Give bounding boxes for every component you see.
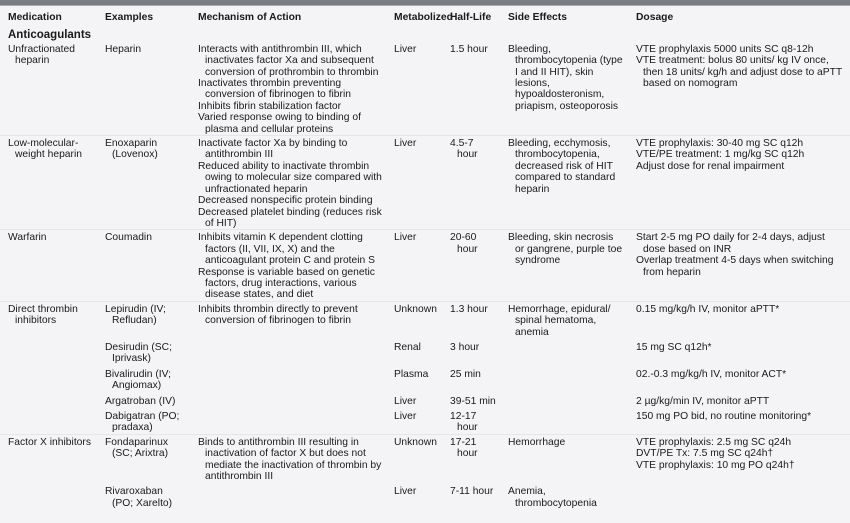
dosage-cell	[628, 365, 850, 392]
metabolized-cell-text: Liver	[394, 138, 417, 150]
side-effects-cell-text: Bleeding, ecchymosis, thrombocytopenia, decreased risk of HIT compared to standard heparin	[508, 138, 616, 195]
medication-cell	[0, 407, 97, 434]
medication-cell	[0, 136, 97, 230]
metabolized-cell-text: Plasma	[394, 368, 429, 380]
metabolized-cell-text: Renal	[394, 341, 421, 353]
example-cell-text: Dabigatran (PO; pradaxa)	[105, 411, 180, 434]
dosage-cell-line: 2 µg/kg/min IV, monitor aPTT	[636, 395, 770, 407]
side-effects-cell	[500, 392, 628, 407]
dosage-cell-line: 02.-0.3 mg/kg/h IV, monitor ACT*	[636, 368, 787, 380]
mechanism-cell	[190, 392, 386, 407]
dosage-cell-line: VTE prophylaxis: 2.5 mg SC q24h	[636, 436, 792, 448]
side-effects-cell	[500, 365, 628, 392]
medication-cell-text: Low-molecular-weight heparin	[8, 138, 82, 161]
mechanism-cell-line: Decreased platelet binding (reduces risk of HIT)	[198, 206, 382, 229]
metabolized-cell	[386, 407, 442, 434]
side-effects-cell	[500, 136, 628, 230]
example-cell	[97, 136, 190, 230]
example-cell-text: Lepirudin (IV; Refludan)	[105, 303, 166, 327]
dosage-cell-line: Adjust dose for renal impairment	[636, 160, 785, 172]
metabolized-cell	[386, 482, 442, 509]
half-life-cell-text: 1.3 hour	[450, 303, 488, 315]
example-cell	[97, 407, 190, 434]
header-half-life: Half-Life	[450, 12, 492, 23]
medication-cell	[0, 392, 97, 407]
section-row	[0, 27, 850, 43]
mechanism-cell-line: Inhibits fibrin stabilization factor	[198, 100, 342, 112]
half-life-cell	[442, 44, 500, 136]
table-row	[0, 44, 850, 136]
half-life-cell-text: 12-17 hour	[450, 411, 478, 434]
metabolized-cell	[386, 434, 442, 482]
table-row	[0, 230, 850, 301]
medication-cell	[0, 482, 97, 509]
half-life-cell	[442, 136, 500, 230]
half-life-cell-text: 17-21 hour	[450, 436, 478, 460]
mechanism-cell-line: Interacts with antithrombin III, which inactivates factor Xa and subsequent conversion of prothrombin to thrombin	[198, 43, 379, 78]
table-row	[0, 482, 850, 509]
dosage-cell	[628, 230, 850, 301]
example-cell	[97, 365, 190, 392]
mechanism-cell-line: Inhibits vitamin K dependent clotting factors (II, VII, IX, X) and the anticoagulant protein C and protein S	[198, 232, 376, 267]
medication-cell-text: Factor X inhibitors	[8, 436, 91, 448]
example-cell-text: Heparin	[105, 43, 142, 55]
section-title: Anticoagulants	[8, 29, 92, 42]
header-side-effects: Side Effects	[508, 12, 567, 23]
header-mechanism: Mechanism of Action	[198, 12, 302, 23]
medication-cell-text: Direct thrombin inhibitors	[8, 303, 78, 327]
half-life-cell	[442, 365, 500, 392]
mechanism-cell-line: Inactivate factor Xa by binding to antithrombin III	[198, 138, 348, 161]
dosage-cell	[628, 407, 850, 434]
half-life-cell-text: 4.5-7 hour	[450, 138, 478, 161]
medication-cell	[0, 44, 97, 136]
table-row	[0, 392, 850, 407]
mechanism-cell-line: Decreased nonspecific protein binding	[198, 195, 373, 207]
dosage-cell-line: VTE treatment: bolus 80 units/ kg IV once, then 18 units/ kg/h and adjust dose to aPTT based on nomogram	[636, 55, 843, 90]
metabolized-cell-text: Unknown	[394, 303, 437, 315]
dosage-cell	[628, 44, 850, 136]
side-effects-cell	[500, 230, 628, 301]
medication-cell	[0, 338, 97, 365]
medication-cell	[0, 365, 97, 392]
mechanism-cell	[190, 44, 386, 136]
mechanism-cell-line: Inhibits thrombin directly to prevent conversion of fibrinogen to fibrin	[198, 303, 358, 327]
medication-cell	[0, 230, 97, 301]
metabolized-cell-text: Liver	[394, 486, 417, 498]
mechanism-cell	[190, 136, 386, 230]
example-cell	[97, 338, 190, 365]
half-life-cell-text: 39-51 min	[450, 395, 496, 407]
side-effects-cell	[500, 407, 628, 434]
dosage-cell	[628, 482, 850, 509]
half-life-cell-text: 7-11 hour	[450, 486, 494, 498]
example-cell-text: Enoxaparin (Lovenox)	[105, 138, 158, 161]
example-cell-text: Desirudin (SC; Iprivask)	[105, 341, 172, 365]
side-effects-cell	[500, 44, 628, 136]
header-row	[0, 6, 850, 27]
side-effects-cell	[500, 338, 628, 365]
half-life-cell	[442, 407, 500, 434]
dosage-cell-line: 15 mg SC q12h*	[636, 341, 712, 353]
dosage-cell	[628, 301, 850, 338]
dosage-cell	[628, 338, 850, 365]
side-effects-cell-text: Anemia, thrombocytopenia	[508, 486, 597, 509]
medication-cell-text: Warfarin	[8, 232, 47, 244]
side-effects-cell-text: Bleeding, thrombocytopenia (type I and II HIT), skin lesions, hypoaldosteronism, priapism, osteoporosis	[508, 43, 623, 112]
half-life-cell	[442, 392, 500, 407]
metabolized-cell	[386, 136, 442, 230]
mechanism-cell	[190, 230, 386, 301]
example-cell-text: Rivaroxaban (PO; Xarelto)	[105, 486, 173, 509]
dosage-cell-line: Overlap treatment 4-5 days when switching from heparin	[636, 255, 834, 278]
side-effects-cell-text: Hemorrhage	[508, 436, 566, 448]
header-metabolized: Metabolized	[394, 12, 453, 23]
example-cell-text: Argatroban (IV)	[105, 395, 176, 407]
example-cell	[97, 301, 190, 338]
dosage-cell	[628, 434, 850, 482]
mechanism-cell	[190, 482, 386, 509]
table-row	[0, 136, 850, 230]
example-cell-text: Bivalirudin (IV; Angiomax)	[105, 368, 171, 392]
example-cell-text: Fondaparinux (SC; Arixtra)	[105, 436, 169, 460]
mechanism-cell-line: Varied response owing to binding of plasma and cellular proteins	[198, 112, 361, 135]
dosage-cell-line: VTE prophylaxis: 10 mg PO q24h†	[636, 459, 795, 471]
half-life-cell	[442, 482, 500, 509]
mechanism-cell-line: Inactivates thrombin preventing conversion of fibrinogen to fibrin	[198, 78, 351, 101]
example-cell	[97, 44, 190, 136]
metabolized-cell-text: Unknown	[394, 436, 437, 448]
mechanism-cell	[190, 338, 386, 365]
metabolized-cell	[386, 365, 442, 392]
anticoagulant-table	[0, 6, 850, 509]
medication-cell	[0, 301, 97, 338]
half-life-cell-text: 1.5 hour	[450, 43, 488, 55]
half-life-cell	[442, 301, 500, 338]
metabolized-cell	[386, 230, 442, 301]
header-dosage: Dosage	[636, 12, 674, 23]
dosage-cell-line: DVT/PE Tx: 7.5 mg SC q24h†	[636, 448, 774, 460]
metabolized-cell	[386, 338, 442, 365]
metabolized-cell	[386, 301, 442, 338]
table-row	[0, 365, 850, 392]
mechanism-cell-line: Binds to antithrombin III resulting in inactivation of factor X but does not mediate the inactivation of thrombin by antithrombin III	[198, 436, 382, 483]
table-row	[0, 434, 850, 482]
mechanism-cell	[190, 301, 386, 338]
example-cell-text: Coumadin	[105, 232, 152, 244]
mechanism-cell-line: Response is variable based on genetic factors, drug interactions, various disease states, and diet	[198, 266, 375, 301]
half-life-cell	[442, 230, 500, 301]
metabolized-cell-text: Liver	[394, 232, 417, 244]
side-effects-cell	[500, 482, 628, 509]
half-life-cell-text: 3 hour	[450, 341, 480, 353]
side-effects-cell-text: Bleeding, skin necrosis or gangrene, purple toe syndrome	[508, 232, 623, 267]
half-life-cell	[442, 338, 500, 365]
medication-cell	[0, 434, 97, 482]
example-cell	[97, 482, 190, 509]
table-row	[0, 338, 850, 365]
metabolized-cell-text: Liver	[394, 43, 417, 55]
dosage-cell	[628, 392, 850, 407]
metabolized-cell-text: Liver	[394, 411, 417, 422]
mechanism-cell	[190, 365, 386, 392]
metabolized-cell-text: Liver	[394, 395, 417, 407]
dosage-cell-line: VTE prophylaxis 5000 units SC q8-12h	[636, 43, 814, 55]
example-cell	[97, 392, 190, 407]
table-row	[0, 407, 850, 434]
half-life-cell	[442, 434, 500, 482]
mechanism-cell-line: Reduced ability to inactivate thrombin owing to molecular size compared with unfractionated heparin	[198, 160, 382, 195]
mechanism-cell	[190, 407, 386, 434]
dosage-cell-line: VTE prophylaxis: 30-40 mg SC q12h	[636, 138, 804, 150]
metabolized-cell	[386, 392, 442, 407]
dosage-cell-line: Start 2-5 mg PO daily for 2-4 days, adjust dose based on INR	[636, 232, 825, 255]
example-cell	[97, 434, 190, 482]
medication-cell-text: Unfractionated heparin	[8, 43, 75, 67]
side-effects-cell	[500, 434, 628, 482]
mechanism-cell	[190, 434, 386, 482]
half-life-cell-text: 20-60 hour	[450, 232, 478, 255]
example-cell	[97, 230, 190, 301]
header-examples: Examples	[105, 12, 154, 23]
side-effects-cell	[500, 301, 628, 338]
side-effects-cell-text: Hemorrhage, epidural/ spinal hematoma, anemia	[508, 303, 611, 338]
table-row	[0, 301, 850, 338]
dosage-cell	[628, 136, 850, 230]
metabolized-cell	[386, 44, 442, 136]
dosage-cell-line: 150 mg PO bid, no routine monitoring*	[636, 411, 812, 422]
half-life-cell-text: 25 min	[450, 368, 481, 380]
dosage-cell-line: VTE/PE treatment: 1 mg/kg SC q12h	[636, 149, 805, 161]
header-medication: Medication	[8, 12, 62, 23]
dosage-cell-line: 0.15 mg/kg/h IV, monitor aPTT*	[636, 303, 780, 315]
